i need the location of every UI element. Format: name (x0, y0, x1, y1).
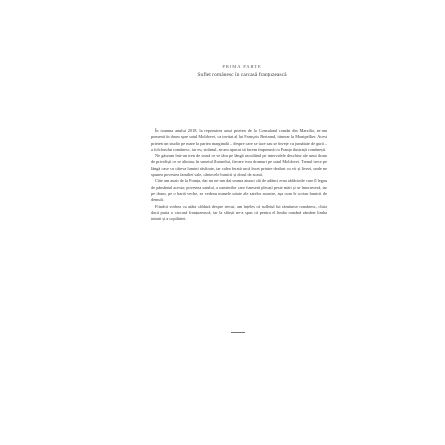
paragraph: În toamna anului 2018, la reprimirea unui prieten de la Consulatul român din Marsilia, m-am pomenit în drum spre satul Moldovei, ca invitat al lui François Bertrand, itinerar la Montpellier. Acest prieten un studio pe mare la partea marginală – despre care se tace sau se învețe cu jumătate de gură – a folclorului românesc, iar eu, străinul, m-am apucat să facem împreună cu Franța ilustrații românești. (151, 128, 327, 152)
paragraph: Câte am auzit de la Franța, dar nu ne-am dat seama atunci cât de adânci erau rădăcinile care îl legau de pământul acesta; povestea satului, a oamenilor care fuseseră plecați peste mări și se întorseseră, iar pe drum, pe o hartă veche, se vedeau numele uitate ale satelor noastre, așa cum le scriau bunicii de demult. (151, 178, 327, 203)
body-text (151, 128, 327, 222)
paragraph: Fiindcă vorbea cu atâta căldură despre trecut, am înțeles că sufletul lui rămăsese românesc, chiar dacă purta o carcasă franțuzească, iar la sfârșit ne-a spus că pentru el limba română rămâne limba inimii și a copilăriei. (151, 203, 327, 222)
footnote-divider (231, 332, 245, 333)
chapter-title: Suflet românesc în carcasă franțuzească (197, 72, 287, 78)
paragraph: Ne găseam într-un tren de seară ce se târa pe lângă ascultând pe intervalele deschise ale unui drum de priveliști ce se aliniau, în sunetul fluturelui, fiecare ivea drumuri pe satul Moldovei. Trenul trece pe lângă case cu câteva lumini răsfirate, iar calea ferată urcă încet printre dealuri cu vii și livezi, unde ne spunea povestea familiei sale, cântecele bunicii și dorul de acasă. (151, 153, 327, 178)
part-label: PRIMA PARTE (222, 64, 262, 69)
